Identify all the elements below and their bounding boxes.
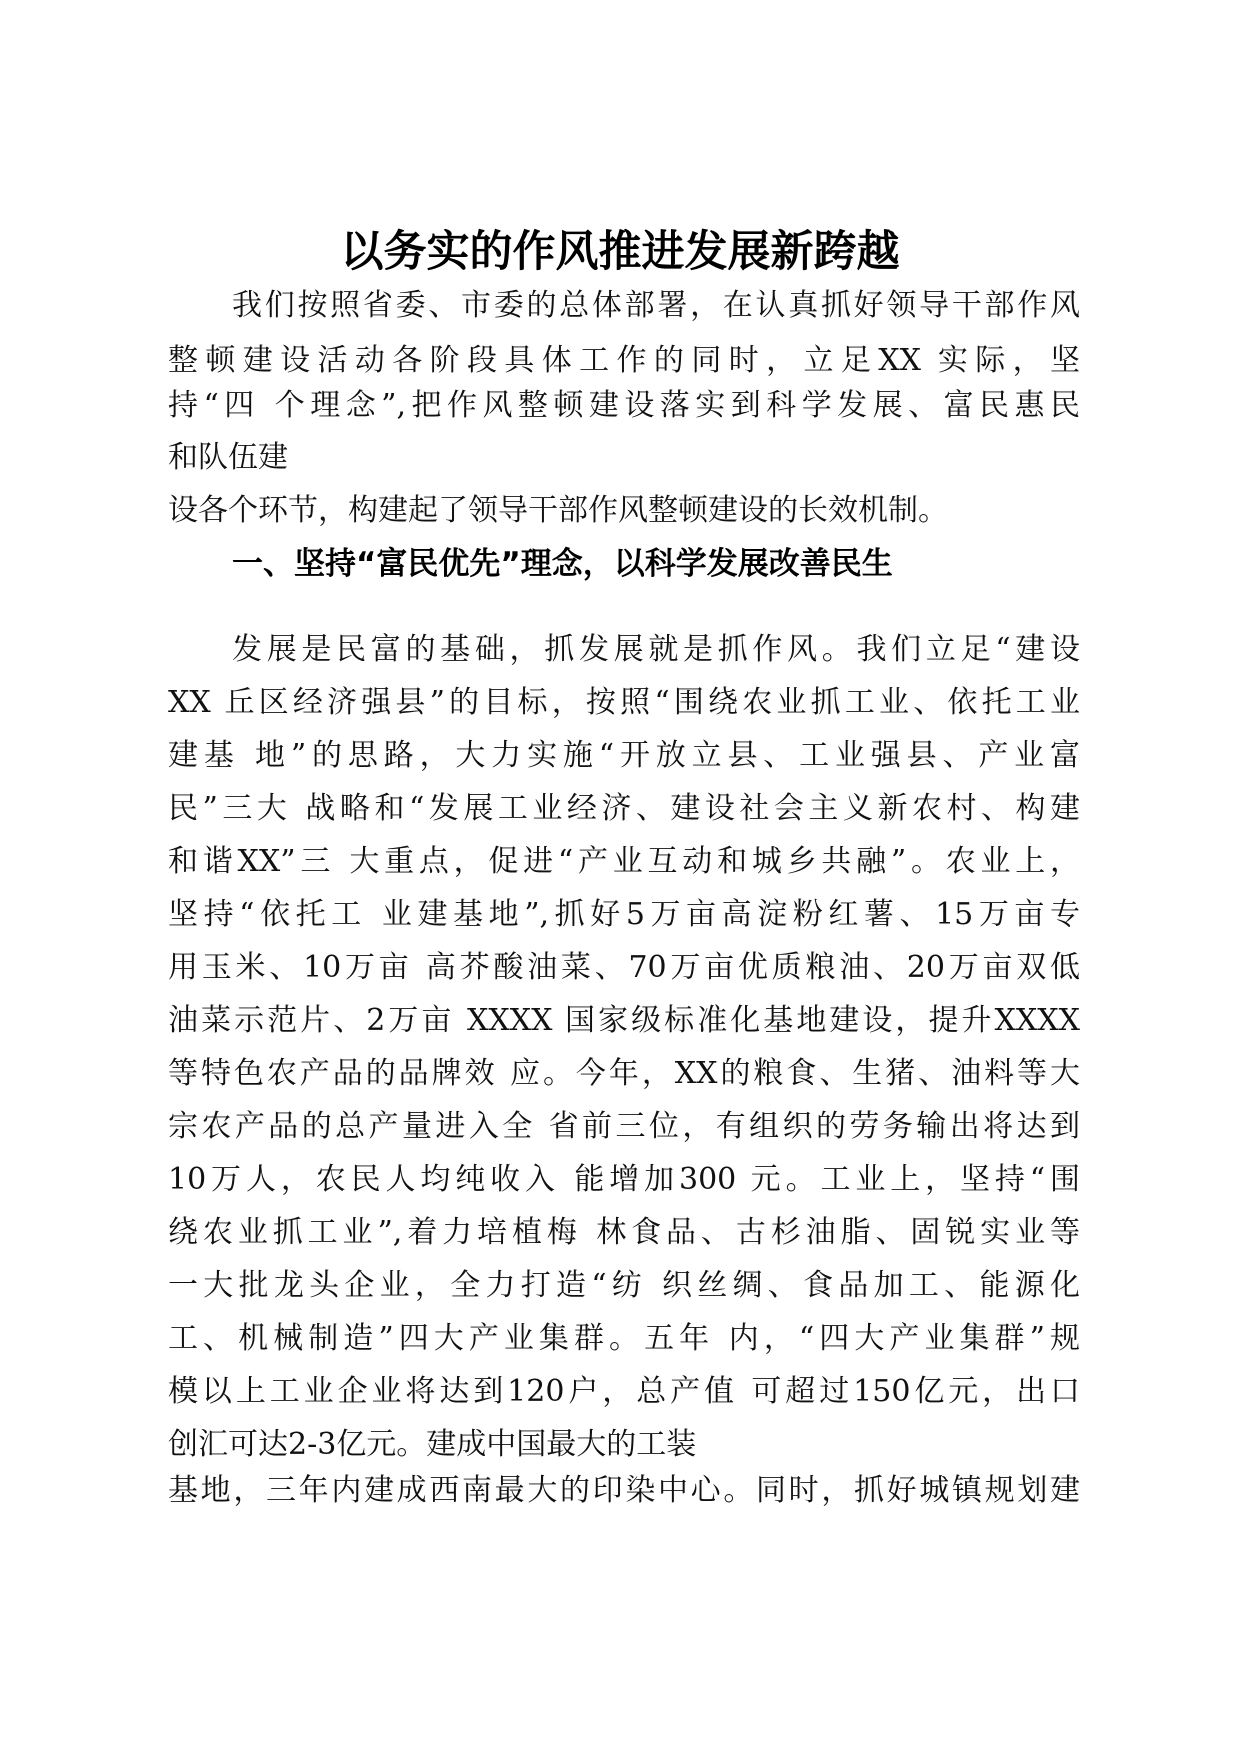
paragraph-line: 宗农产品的总产量进入全 省前三位，有组织的劳务输出将达到: [168, 1109, 1080, 1144]
paragraph-line: XX 丘区经济强县”的目标，按照“围绕农业抓工业、依托工业: [168, 685, 1080, 720]
paragraph-line: 持“四 个理念”,把作风整顿建设落实到科学发展、富民惠民: [168, 388, 1080, 423]
paragraph-line: 基地，三年内建成西南最大的印染中心。同时，抓好城镇规划建: [168, 1473, 1080, 1508]
paragraph-line: 一大批龙头企业，全力打造“纺 织丝绸、食品加工、能源化: [168, 1268, 1080, 1303]
document-title: 以务实的作风推进发展新跨越: [340, 227, 900, 277]
paragraph-line: 建基 地”的思路，大力实施“开放立县、工业强县、产业富: [168, 738, 1080, 773]
section-heading: 一、坚持“富民优先”理念，以科学发展改善民生: [232, 546, 893, 582]
paragraph-line: 模以上工业企业将达到120户，总产值 可超过150亿元，出口: [168, 1374, 1080, 1409]
paragraph-line: 油菜示范片、2万亩 XXXX 国家级标准化基地建设，提升XXXX: [168, 1003, 1080, 1038]
paragraph-line: 和队伍建: [168, 440, 288, 475]
paragraph-line: 设各个环节，构建起了领导干部作风整顿建设的长效机制。: [168, 493, 948, 528]
paragraph-line: 10万人，农民人均纯收入 能增加300 元。工业上，坚持“围: [168, 1162, 1080, 1197]
paragraph-line: 绕农业抓工业”,着力培植梅 林食品、古杉油脂、固锐实业等: [168, 1215, 1080, 1250]
paragraph-line: 整顿建设活动各阶段具体工作的同时，立足XX 实际，坚: [168, 343, 1080, 378]
paragraph-line: 坚持“依托工 业建基地”,抓好5万亩高淀粉红薯、15万亩专: [168, 897, 1080, 932]
paragraph-line: 创汇可达2-3亿元。建成中国最大的工装: [168, 1427, 697, 1462]
paragraph-line: 我们按照省委、市委的总体部署，在认真抓好领导干部作风: [232, 288, 1080, 323]
paragraph-line: 发展是民富的基础，抓发展就是抓作风。我们立足“建设: [232, 632, 1080, 667]
paragraph-line: 工、机械制造”四大产业集群。五年 内，“四大产业集群”规: [168, 1321, 1080, 1356]
paragraph-line: 用玉米、10万亩 高芥酸油菜、70万亩优质粮油、20万亩双低: [168, 950, 1080, 985]
paragraph-line: 等特色农产品的品牌效 应。今年，XX的粮食、生猪、油料等大: [168, 1056, 1080, 1091]
paragraph-line: 和谐XX”三 大重点，促进“产业互动和城乡共融”。农业上，: [168, 844, 1080, 879]
paragraph-line: 民”三大 战略和“发展工业经济、建设社会主义新农村、构建: [168, 791, 1080, 826]
